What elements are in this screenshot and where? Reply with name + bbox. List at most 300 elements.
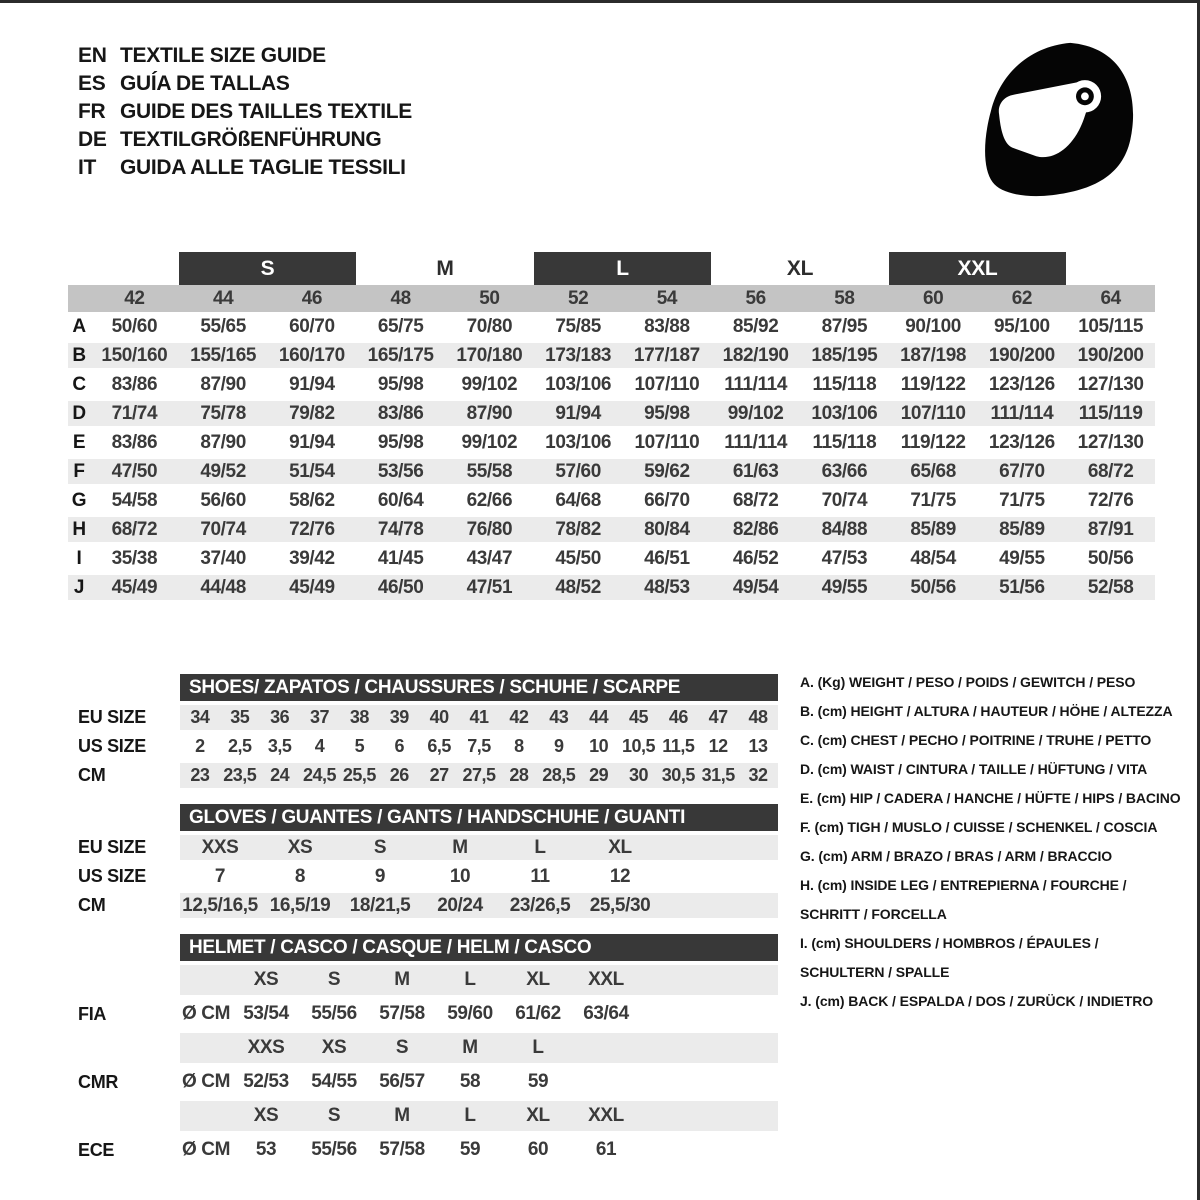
size-value-cell: 95/98 (644, 402, 690, 424)
size-value-cell: XXS (247, 1037, 285, 1058)
numeric-size-cell: 56 (745, 287, 766, 309)
legend-item (800, 784, 1198, 813)
size-value-cell: 95/100 (994, 315, 1050, 337)
size-value-cell: 107/110 (634, 431, 700, 453)
size-value-cell: 111/114 (724, 431, 787, 453)
row-band (180, 734, 778, 759)
size-value-cell: 18/21,5 (349, 894, 411, 916)
size-value-cell: 34 (190, 707, 210, 727)
numeric-size-cell: 42 (124, 287, 145, 309)
row-band (180, 763, 778, 788)
size-value-cell: 3,5 (267, 736, 292, 756)
shoes-section (68, 674, 780, 790)
size-value-cell: 55/56 (311, 1003, 357, 1024)
size-value-cell: XS (287, 836, 313, 858)
size-value-cell: 57/58 (379, 1139, 425, 1160)
size-value-cell: 32 (748, 765, 768, 785)
size-value-cell: 60/70 (289, 315, 335, 337)
numeric-size-cell: 64 (1100, 287, 1121, 309)
size-value-cell: 58/62 (289, 489, 335, 511)
helmet-row (68, 1031, 780, 1065)
size-value-cell: 64/68 (555, 489, 601, 511)
size-value-cell: 56/60 (200, 489, 246, 511)
size-value-cell: 20/24 (437, 894, 483, 916)
legend-item (800, 813, 1198, 842)
numeric-size-cell: 46 (301, 287, 323, 309)
size-value-cell: 23 (190, 765, 210, 785)
size-value-cell: 65/75 (377, 315, 424, 337)
row-label: EU SIZE (78, 837, 146, 857)
row-letter: D (72, 402, 86, 424)
size-value-cell: S (395, 1037, 409, 1058)
row-label: EU SIZE (78, 707, 146, 727)
size-value-cell: XXL (588, 1105, 624, 1126)
size-value-cell: 62/66 (466, 489, 513, 511)
size-value-cell: 7,5 (467, 736, 491, 756)
size-value-cell: 68/72 (732, 489, 779, 511)
size-value-cell: 53 (255, 1139, 277, 1160)
size-value-cell: 71/74 (111, 402, 158, 424)
size-value-cell: 27,5 (462, 765, 496, 785)
language-title: TEXTILGRÖßENFÜHRUNG (120, 128, 382, 151)
size-value-cell: 30 (628, 765, 648, 785)
legend-item (800, 842, 1198, 871)
size-value-cell: 107/110 (900, 402, 966, 424)
size-value-cell: 11 (530, 865, 550, 887)
size-value-cell: 111/114 (724, 373, 787, 395)
size-value-cell: 8 (294, 865, 306, 887)
top-border-line (0, 0, 1200, 3)
size-value-cell: 41/45 (377, 547, 424, 569)
language-code: ES (78, 72, 106, 95)
size-value-cell: 6 (394, 736, 405, 756)
size-value-cell: 87/90 (466, 402, 513, 424)
size-value-cell: 30,5 (661, 765, 695, 785)
language-row (78, 98, 412, 126)
size-value-cell: 111/114 (990, 402, 1054, 424)
size-value-cell: 10 (589, 736, 609, 756)
size-value-cell: 150/160 (101, 344, 168, 366)
row-band (180, 1033, 778, 1063)
size-value-cell: 177/187 (633, 344, 700, 366)
size-value-cell: 31,5 (701, 765, 735, 785)
size-value-cell: 52/58 (1087, 576, 1134, 598)
size-value-cell: 16,5/19 (269, 894, 331, 916)
size-value-cell: 47 (708, 707, 728, 727)
size-value-cell: 39 (389, 707, 409, 727)
helmet-icon (978, 38, 1140, 200)
size-value-cell: 24 (270, 765, 290, 785)
size-value-cell: 59 (459, 1139, 481, 1160)
helmet-rows (68, 963, 780, 1167)
numeric-size-cell: 52 (567, 287, 589, 309)
textile-size-row (68, 515, 1155, 544)
language-code: IT (78, 156, 97, 179)
size-value-cell: 80/84 (644, 518, 690, 540)
size-value-cell: 127/130 (1077, 431, 1144, 453)
size-value-cell: 45 (628, 707, 648, 727)
size-value-cell: 71/75 (999, 489, 1045, 511)
row-cells (180, 1033, 778, 1063)
size-value-cell: XS (253, 1105, 279, 1126)
size-value-cell: 36 (270, 707, 290, 727)
size-value-cell: 46/51 (644, 547, 690, 569)
size-value-cell: 70/80 (466, 315, 513, 337)
size-value-cell: 4 (314, 736, 325, 756)
numeric-size-cell: 54 (656, 287, 678, 309)
size-value-cell: XXL (588, 969, 624, 990)
size-value-cell: 190/200 (988, 344, 1055, 366)
shoes-row (68, 761, 780, 790)
size-value-cell: 55/58 (466, 460, 513, 482)
size-value-cell: 99/102 (461, 431, 518, 453)
language-row (78, 154, 412, 182)
size-value-cell: L (464, 969, 476, 990)
row-label: US SIZE (78, 866, 146, 886)
size-value-cell: 12 (609, 865, 631, 887)
shoes-rows (68, 703, 780, 790)
row-cells (180, 965, 778, 995)
size-value-cell: 55/56 (311, 1139, 357, 1160)
size-value-cell: 60 (527, 1139, 549, 1160)
numeric-size-row (68, 285, 1155, 312)
size-value-cell: 87/90 (200, 373, 246, 395)
size-value-cell: S (327, 1105, 341, 1126)
size-value-cell: 87/95 (821, 315, 868, 337)
helmet-row (68, 963, 780, 997)
size-value-cell: 23/26,5 (509, 894, 571, 916)
size-value-cell: 190/200 (1077, 344, 1144, 366)
language-title: GUÍA DE TALLAS (120, 72, 290, 95)
size-band-row (68, 252, 1155, 285)
size-value-cell: 9 (374, 865, 386, 887)
language-code: DE (78, 128, 107, 151)
size-value-cell: 103/106 (545, 431, 612, 453)
helmet-section-header (180, 934, 778, 961)
size-value-cell: 115/118 (812, 431, 877, 453)
row-band (180, 1135, 778, 1165)
row-letter: E (72, 431, 86, 453)
size-value-cell: 50/60 (111, 315, 158, 337)
size-value-cell: 160/170 (278, 344, 345, 366)
size-value-cell: 43 (549, 707, 569, 727)
size-value-cell: 47/50 (111, 460, 158, 482)
size-value-cell: 63/66 (821, 460, 868, 482)
size-value-cell: 49/54 (732, 576, 779, 598)
size-value-cell: 127/130 (1077, 373, 1144, 395)
size-value-cell: 54/55 (311, 1071, 357, 1092)
size-value-cell: M (394, 1105, 410, 1126)
row-cells (180, 999, 778, 1029)
row-cells (180, 1101, 778, 1131)
row-label: CM (78, 895, 106, 915)
size-value-cell: 83/86 (111, 373, 158, 395)
size-value-cell: 60/64 (377, 489, 424, 511)
size-value-cell: 44/48 (200, 576, 246, 598)
shoes-row (68, 732, 780, 761)
legend-line: E. (cm) HIP / CADERA / HANCHE / HÜFTE / HIPS / BACINO (800, 790, 1181, 806)
row-letter: J (73, 576, 85, 598)
textile-size-row (68, 573, 1155, 602)
textile-size-table (68, 252, 1155, 602)
textile-size-rows (68, 312, 1155, 602)
textile-size-row (68, 457, 1155, 486)
size-value-cell: 37/40 (200, 547, 246, 569)
size-value-cell: 12,5/16,5 (182, 894, 258, 916)
size-value-cell: 43/47 (466, 547, 513, 569)
row-cells (180, 893, 778, 918)
size-value-cell (180, 1101, 232, 1131)
size-value-cell: 42 (509, 707, 529, 727)
size-band-xl: XL (786, 256, 814, 280)
size-band-xxl: XXL (889, 252, 1067, 285)
textile-size-row (68, 486, 1155, 515)
legend-line: H. (cm) INSIDE LEG / ENTREPIERNA / FOURCHE / (800, 877, 1127, 893)
row-letter: A (72, 315, 86, 337)
helmet-section (68, 934, 780, 1167)
size-value-cell: 61 (595, 1139, 617, 1160)
size-value-cell: 9 (553, 736, 564, 756)
size-value-cell: 85/89 (910, 518, 956, 540)
size-value-cell: 25,5 (342, 765, 376, 785)
size-value-cell: 46/50 (377, 576, 424, 598)
helmet-row (68, 997, 780, 1031)
size-value-cell: 91/94 (289, 431, 335, 453)
size-value-cell: 123/126 (988, 373, 1055, 395)
size-value-cell: 25,5/30 (589, 894, 651, 916)
row-cells (180, 864, 778, 889)
size-value-cell: 119/122 (900, 431, 966, 453)
shoes-section-header (180, 674, 778, 701)
size-value-cell: 170/180 (456, 344, 523, 366)
size-value-cell: 185/195 (811, 344, 878, 366)
gloves-row (68, 862, 780, 891)
language-row (78, 70, 412, 98)
legend-item (800, 987, 1198, 1016)
size-value-cell: 56/57 (379, 1071, 425, 1092)
size-value-cell: 57/60 (555, 460, 601, 482)
size-value-cell: 70/74 (821, 489, 868, 511)
size-value-cell: 74/78 (377, 518, 424, 540)
shoes-row (68, 703, 780, 732)
size-band-l: L (534, 252, 712, 285)
textile-size-row (68, 544, 1155, 573)
numeric-size-cell: 44 (212, 287, 234, 309)
size-value-cell: 7 (214, 865, 226, 887)
size-value-cell: 85/89 (999, 518, 1045, 540)
size-value-cell: 51/54 (289, 460, 335, 482)
size-value-cell: 67/70 (999, 460, 1045, 482)
size-value-cell: 11,5 (662, 736, 695, 756)
row-band (180, 965, 778, 995)
size-value-cell: 105/115 (1078, 315, 1144, 337)
size-value-cell: 72/76 (1087, 489, 1134, 511)
size-value-cell: XS (253, 969, 279, 990)
size-value-cell: 70/74 (200, 518, 246, 540)
size-value-cell: 49/55 (999, 547, 1045, 569)
legend-line: I. (cm) SHOULDERS / HOMBROS / ÉPAULES / (800, 935, 1099, 951)
row-band (180, 999, 778, 1029)
textile-size-row (68, 399, 1155, 428)
size-value-cell: 75/78 (200, 402, 246, 424)
size-band-m: M (436, 256, 454, 280)
size-value-cell: L (532, 1037, 544, 1058)
size-value-cell: S (327, 969, 341, 990)
size-value-cell: 29 (589, 765, 609, 785)
language-code: EN (78, 44, 107, 67)
row-letter: F (73, 460, 85, 482)
size-value-cell: 53/56 (377, 460, 424, 482)
size-value-cell: 53/54 (243, 1003, 289, 1024)
size-value-cell: 23,5 (223, 765, 257, 785)
size-value-cell: 84/88 (821, 518, 868, 540)
gloves-section (68, 804, 780, 920)
size-value-cell: 75/85 (555, 315, 601, 337)
size-value-cell: 37 (310, 707, 330, 727)
legend-line: B. (cm) HEIGHT / ALTURA / HAUTEUR / HÖHE / ALTEZZA (800, 703, 1173, 719)
size-value-cell: 83/86 (111, 431, 158, 453)
size-value-cell: 12 (708, 736, 728, 756)
size-value-cell: 71/75 (910, 489, 956, 511)
size-value-cell: 76/80 (466, 518, 513, 540)
size-value-cell: 52/53 (243, 1071, 289, 1092)
row-band (180, 835, 778, 860)
size-value-cell: 10,5 (621, 736, 655, 756)
size-value-cell: 48 (748, 707, 768, 727)
size-value-cell: 46/52 (732, 547, 779, 569)
row-letter: C (72, 373, 86, 395)
size-value-cell: 72/76 (289, 518, 335, 540)
size-value-cell: 51/56 (999, 576, 1045, 598)
row-band (180, 864, 778, 889)
size-value-cell: 55/65 (200, 315, 246, 337)
size-value-cell (572, 1067, 640, 1097)
size-value-cell: 123/126 (988, 431, 1055, 453)
shoes-section-title: SHOES/ ZAPATOS / CHAUSSURES / SCHUHE / SCARPE (189, 676, 681, 698)
size-value-cell: 27 (429, 765, 449, 785)
language-list (78, 42, 412, 182)
size-value-cell: 91/94 (289, 373, 335, 395)
size-value-cell: 50/56 (910, 576, 956, 598)
language-row (78, 42, 412, 70)
size-value-cell: 49/52 (200, 460, 246, 482)
size-value-cell: 83/86 (377, 402, 424, 424)
row-letter: G (71, 489, 87, 511)
legend-line: SCHULTERN / SPALLE (800, 964, 950, 980)
helmet-section-title: HELMET / CASCO / CASQUE / HELM / CASCO (189, 936, 592, 958)
size-value-cell: 10 (449, 865, 471, 887)
size-value-cell: XXS (201, 836, 239, 858)
legend-line: F. (cm) TIGH / MUSLO / CUISSE / SCHENKEL / COSCIA (800, 819, 1158, 835)
size-value-cell: 28,5 (542, 765, 576, 785)
size-value-cell: 13 (748, 736, 768, 756)
size-value-cell: M (452, 836, 468, 858)
size-value-cell: XL (608, 836, 632, 858)
size-value-cell: 115/119 (1078, 402, 1143, 424)
gloves-section-header (180, 804, 778, 831)
legend-line: SCHRITT / FORCELLA (800, 906, 947, 922)
size-value-cell: M (462, 1037, 478, 1058)
row-label: CMR (78, 1071, 119, 1092)
size-value-cell: 41 (469, 707, 489, 727)
size-value-cell: 45/50 (555, 547, 601, 569)
size-value-cell: S (373, 836, 387, 858)
size-value-cell: XL (526, 969, 550, 990)
size-value-cell: 50/56 (1087, 547, 1134, 569)
numeric-size-cell: 58 (834, 287, 855, 309)
row-cells (180, 1067, 778, 1097)
language-code: FR (78, 100, 106, 123)
size-value-cell: 26 (389, 765, 409, 785)
numeric-size-cell: 60 (922, 287, 944, 309)
gloves-section-title: GLOVES / GUANTES / GANTS / HANDSCHUHE / GUANTI (189, 806, 686, 828)
textile-size-row (68, 312, 1155, 341)
size-value-cell: 182/190 (722, 344, 789, 366)
size-value-cell: 68/72 (1087, 460, 1134, 482)
size-value-cell: 61/63 (732, 460, 779, 482)
gloves-rows (68, 833, 780, 920)
size-value-cell: XL (526, 1105, 550, 1126)
size-value-cell: 45/49 (289, 576, 335, 598)
numeric-size-cell: 62 (1011, 287, 1033, 309)
size-value-cell: 47/53 (821, 547, 868, 569)
textile-size-row (68, 428, 1155, 457)
row-label: CM (78, 765, 106, 785)
size-value-cell: 44 (589, 707, 609, 727)
legend-item (800, 726, 1198, 755)
gloves-row (68, 833, 780, 862)
size-value-cell (180, 1033, 232, 1063)
size-value-cell: 115/118 (812, 373, 877, 395)
size-value-cell: 24,5 (303, 765, 337, 785)
size-value-cell: 8 (514, 736, 524, 756)
size-band-s: S (179, 252, 357, 285)
size-value-cell: 59/62 (644, 460, 690, 482)
size-value-cell: XS (321, 1037, 347, 1058)
size-value-cell: 39/42 (289, 547, 335, 569)
row-cells (180, 705, 778, 730)
size-value-cell: 46 (668, 707, 688, 727)
size-value-cell: 49/55 (821, 576, 868, 598)
language-row (78, 126, 412, 154)
row-label: ECE (78, 1139, 115, 1160)
size-value-cell: L (464, 1105, 476, 1126)
row-cells (180, 763, 778, 788)
size-value-cell: 83/88 (644, 315, 690, 337)
helmet-row (68, 1133, 780, 1167)
size-value-cell: 65/68 (910, 460, 956, 482)
legend-item (800, 871, 1198, 929)
textile-size-row (68, 341, 1155, 370)
size-value-cell: 57/58 (379, 1003, 425, 1024)
textile-size-row (68, 370, 1155, 399)
size-value-cell: 165/175 (367, 344, 434, 366)
size-value-cell: 95/98 (377, 431, 424, 453)
size-value-cell: 2,5 (228, 736, 252, 756)
size-value-cell: 78/82 (555, 518, 601, 540)
size-value-cell: 155/165 (190, 344, 257, 366)
helmet-row (68, 1099, 780, 1133)
size-value-cell: 68/72 (111, 518, 158, 540)
size-value-cell: 87/90 (200, 431, 246, 453)
size-value-cell: 99/102 (727, 402, 784, 424)
legend-line: G. (cm) ARM / BRAZO / BRAS / ARM / BRACCIO (800, 848, 1113, 864)
size-value-cell (180, 965, 232, 995)
size-value-cell: 90/100 (905, 315, 961, 337)
size-value-cell: 79/82 (289, 402, 335, 424)
legend-line: A. (Kg) WEIGHT / PESO / POIDS / GEWITCH / PESO (800, 674, 1136, 690)
size-value-cell: 54/58 (111, 489, 158, 511)
